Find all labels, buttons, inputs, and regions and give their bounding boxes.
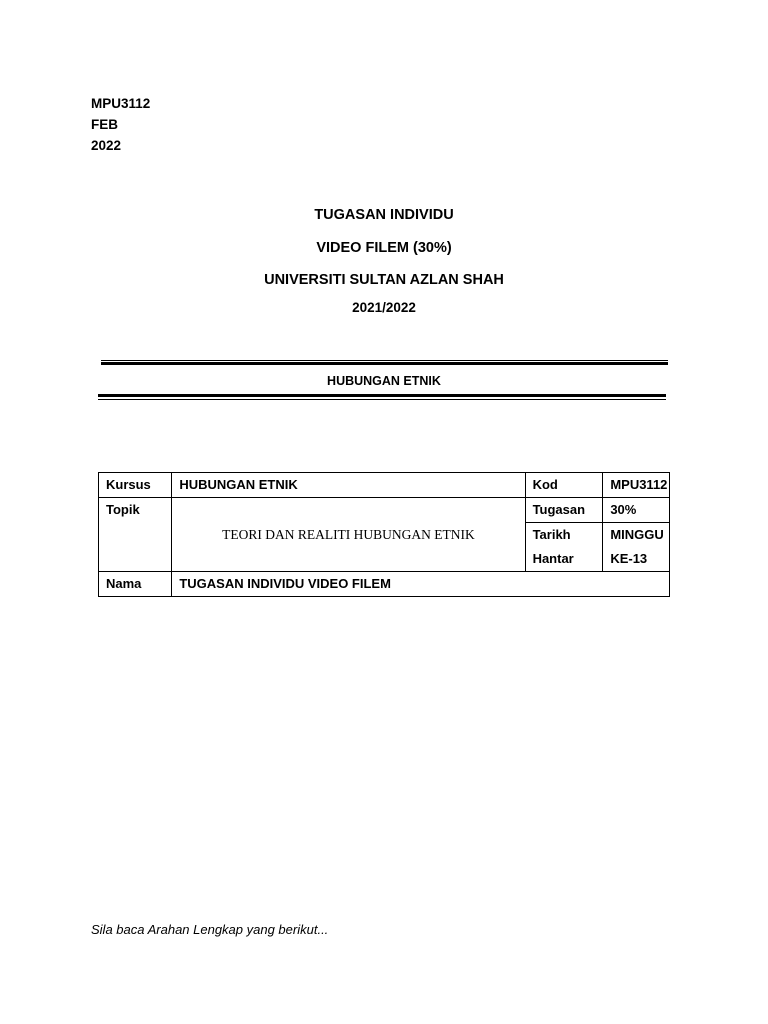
instruction-note: Sila baca Arahan Lengkap yang berikut... [91,922,329,937]
kursus-label: Kursus [99,473,172,498]
course-code: MPU3112 [91,96,151,111]
tarikh-label [525,523,603,572]
university-name: UNIVERSITI SULTAN AZLAN SHAH [264,272,504,288]
session-month: FEB [91,117,118,132]
tugasan-value: 30% [603,498,670,523]
kod-value: MPU3112 [603,473,670,498]
table-row [99,572,670,597]
nama-value: TUGASAN INDIVIDU VIDEO FILEM [172,572,670,597]
divider-top-thin [101,360,668,361]
divider-bottom-thick [98,394,666,397]
hantar-label-line: Hantar [532,551,574,566]
divider-bottom-thin [98,399,666,400]
kod-label: Kod [525,473,603,498]
topik-label: Topik [99,498,172,572]
table-row [99,498,670,523]
course-info-table [98,472,670,597]
nama-label: Nama [99,572,172,597]
divider-top-thick [101,362,668,365]
kursus-value: HUBUNGAN ETNIK [172,473,525,498]
table-row [99,473,670,498]
assignment-title: VIDEO FILEM (30%) [316,240,452,256]
academic-year: 2021/2022 [352,300,416,315]
session-year: 2022 [91,138,122,153]
tarikh-value [603,523,670,572]
subject-banner: HUBUNGAN ETNIK [327,374,441,388]
tarikh-label-line: Tarikh [532,527,571,542]
assignment-type: TUGASAN INDIVIDU [314,207,454,223]
tarikh-value-line: MINGGU [610,527,664,542]
tarikh-value-line-2: KE-13 [610,551,648,566]
topik-value: TEORI DAN REALITI HUBUNGAN ETNIK [172,498,525,572]
tugasan-label: Tugasan [525,498,603,523]
